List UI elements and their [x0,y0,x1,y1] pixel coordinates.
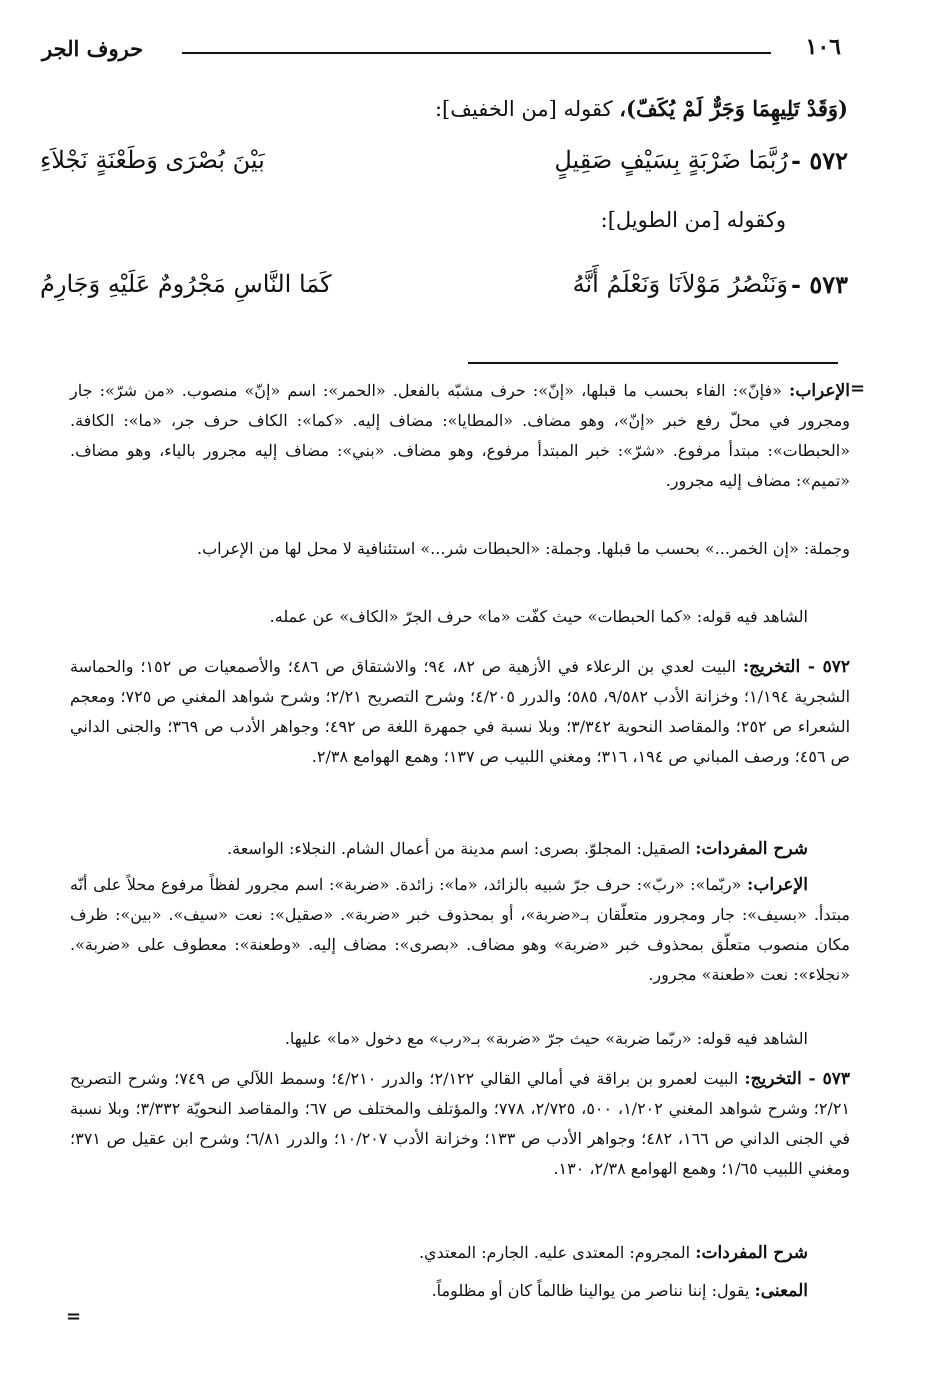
footnote-jumla: وجملة: «إن الخمر...» بحسب ما قبلها. وجملة: «الحبطات شر...» استئنافية لا محل لها من الإعراب. [197,539,850,558]
footnote-takhrij-572 [70,652,850,832]
section-label: شرح المفردات: [695,1243,808,1263]
footnote-irab-572 [70,870,850,1006]
verse-hemistich-first: رُبَّمَا ضَرْبَةٍ بِسَيْفٍ صَقِيلٍ [554,146,788,174]
verse-572 [40,146,848,190]
footnote-shahid-572: الشاهد فيه قوله: «ربّما ضربة» حيث جرّ «ضربة» بـ«رب» مع دخول «ما» عليها. [284,1029,808,1048]
section-text: المجروم: المعتدى عليه. الجارم: المعتدي. [418,1243,696,1262]
footnote-maana-573 [70,1276,850,1306]
footnote-takhrij-573 [70,1064,850,1230]
continuation-marker-bottom: = [66,1306,82,1327]
footnote-irab-previous [70,376,850,526]
verse-hemistich-first: وَنَنْصُرُ مَوْلاَنَا وَنَعْلَمُ أَنَّهُ [572,270,788,298]
section-label: الإعراب: [747,875,808,895]
verse-573 [40,270,848,314]
running-title: حروف الجر [42,36,144,61]
section-text: يقول: إننا نناصر من يوالينا ظالماً كان أو مظلوماً. [431,1281,755,1300]
section-label: الإعراب: [789,381,850,401]
section-text: الصقيل: المجلوّ. بصرى: اسم مدينة من أعمال الشام. النجلاء: الواسعة. [227,839,696,858]
verse-hemistich-second: بَيْنَ بُصْرَى وَطَعْنَةٍ نَجْلاَءِ [40,146,265,174]
section-text: «ربّما»: «ربّ»: حرف جرّ شبيه بالزائد، «ما»: زائدة. «ضربة»: اسم مجرور لفظاً مرفوع محلاً على أنّه مبتدأ. «بسيف»: جار ومجرور متعلّقان بـ«ضربة»، أو بمحذوف خبر «ضربة». «صقيل»: نعت «سيف». «بين»: ظرف مكان منصوب متعلّق بمحذوف خبر «ضربة» وهو مضاف. «بصرى»: مضاف إليه. «وطعنة»: معطوف على «ضربة». «نجلاء»: نعت «طعنة» مجرور. [70,875,850,984]
page-header [42,30,841,66]
section-label: ٥٧٢ - التخريج: [742,657,851,677]
section-label: شرح المفردات: [695,839,808,859]
section-label: ٥٧٣ - التخريج: [744,1069,851,1089]
footnote-separator [468,362,838,364]
section-text: البيت لعمرو بن براقة في أمالي القالي ٢/١٢٢؛ والدرر ٤/٢١٠؛ وسمط اللآلي ص ٧٤٩؛ وشرح التصريح ٢/٢١؛ وشرح شواهد المغني ١/٢٠٢، ٥٠٠، ٢/٧٢٥، ٧٧٨؛ والمؤتلف والمختلف ص ٦٧؛ والمقاصد النحويّة ٣/٣٣٢؛ وبلا نسبة في الجنى الداني ص ١٦٦، ٤٨٢؛ وجواهر الأدب ص ١٣٣؛ وخزانة الأدب ١٠/٢٠٧؛ والدرر ٦/٨١؛ وشرح ابن عقيل ص ٣٧١؛ ومغني اللبيب ١/٦٥؛ وهمع الهوامع ٢/٣٨، ١٣٠. [70,1069,851,1178]
footnote-shahid-previous: الشاهد فيه قوله: «كما الحبطات» حيث كفّت «ما» حرف الجرّ «الكاف» عن عمله. [269,607,808,626]
section-label: المعنى: [754,1281,808,1301]
continuation-marker-top: = [850,378,866,399]
section-text: «فإنّ»: الفاء بحسب ما قبلها، «إنّ»: حرف مشبّه بالفعل. «الحمر»: اسم «إنّ» منصوب. «من شرّ»: جار ومجرور في محلّ رفع خبر «إنّ»، وهو مضاف. «المطايا»: مضاف إليه. «كما»: الكاف حرف جر، «ما»: الكافة. «الحبطات»: مبتدأ مرفوع. «شرّ»: خبر المبتدأ مرفوع، وهو مضاف. «بني»: مضاف إليه مجرور بالياء، وهو مضاف. «تميم»: مضاف إليه مجرور. [70,381,850,490]
page-number: ١٠٦ [805,34,841,60]
verse-intro-572 [435,96,848,121]
footnote-mufradat-572 [70,834,850,864]
alfiyya-phrase: (وَقَدْ تَلِيهِمَا وَجَرٌّ لَمْ يُكَفّ)، [619,96,848,121]
verse-number: ٥٧٢ - [791,146,848,175]
section-text: البيت لعدي بن الرعلاء في الأزهية ص ٨٢، ٩٤؛ والاشتقاق ص ٤٨٦؛ والأصمعيات ص ١٥٢؛ والحماسة الشجرية ١/١٩٤؛ وخزانة الأدب ٩/٥٨٢، ٥٨٥؛ والدرر ٤/٢٠٥؛ وشرح التصريح ٢/٢١؛ وشرح شواهد المغني ص ٧٢٥؛ ومعجم الشعراء ص ٢٥٢؛ والمقاصد النحوية ٣/٣٤٢؛ وبلا نسبة في جمهرة اللغة ص ٤٩٢؛ وجواهر الأدب ص ٣٦٩؛ والجنى الداني ص ٤٥٦؛ ورصف المباني ص ١٩٤، ٣١٦؛ ومغني اللبيب ص ١٣٧؛ وهمع الهوامع ٢/٣٨. [70,657,851,766]
verse-hemistich-second: كَمَا النَّاسِ مَجْرُومٌ عَلَيْهِ وَجَارِمُ [40,270,332,298]
intro-rest: كقوله [من الخفيف]: [434,97,620,121]
verse-number: ٥٧٣ - [791,270,848,299]
header-rule [182,52,771,54]
verse-intro-573: وكقوله [من الطويل]: [600,208,786,232]
footnote-mufradat-573 [70,1238,850,1268]
